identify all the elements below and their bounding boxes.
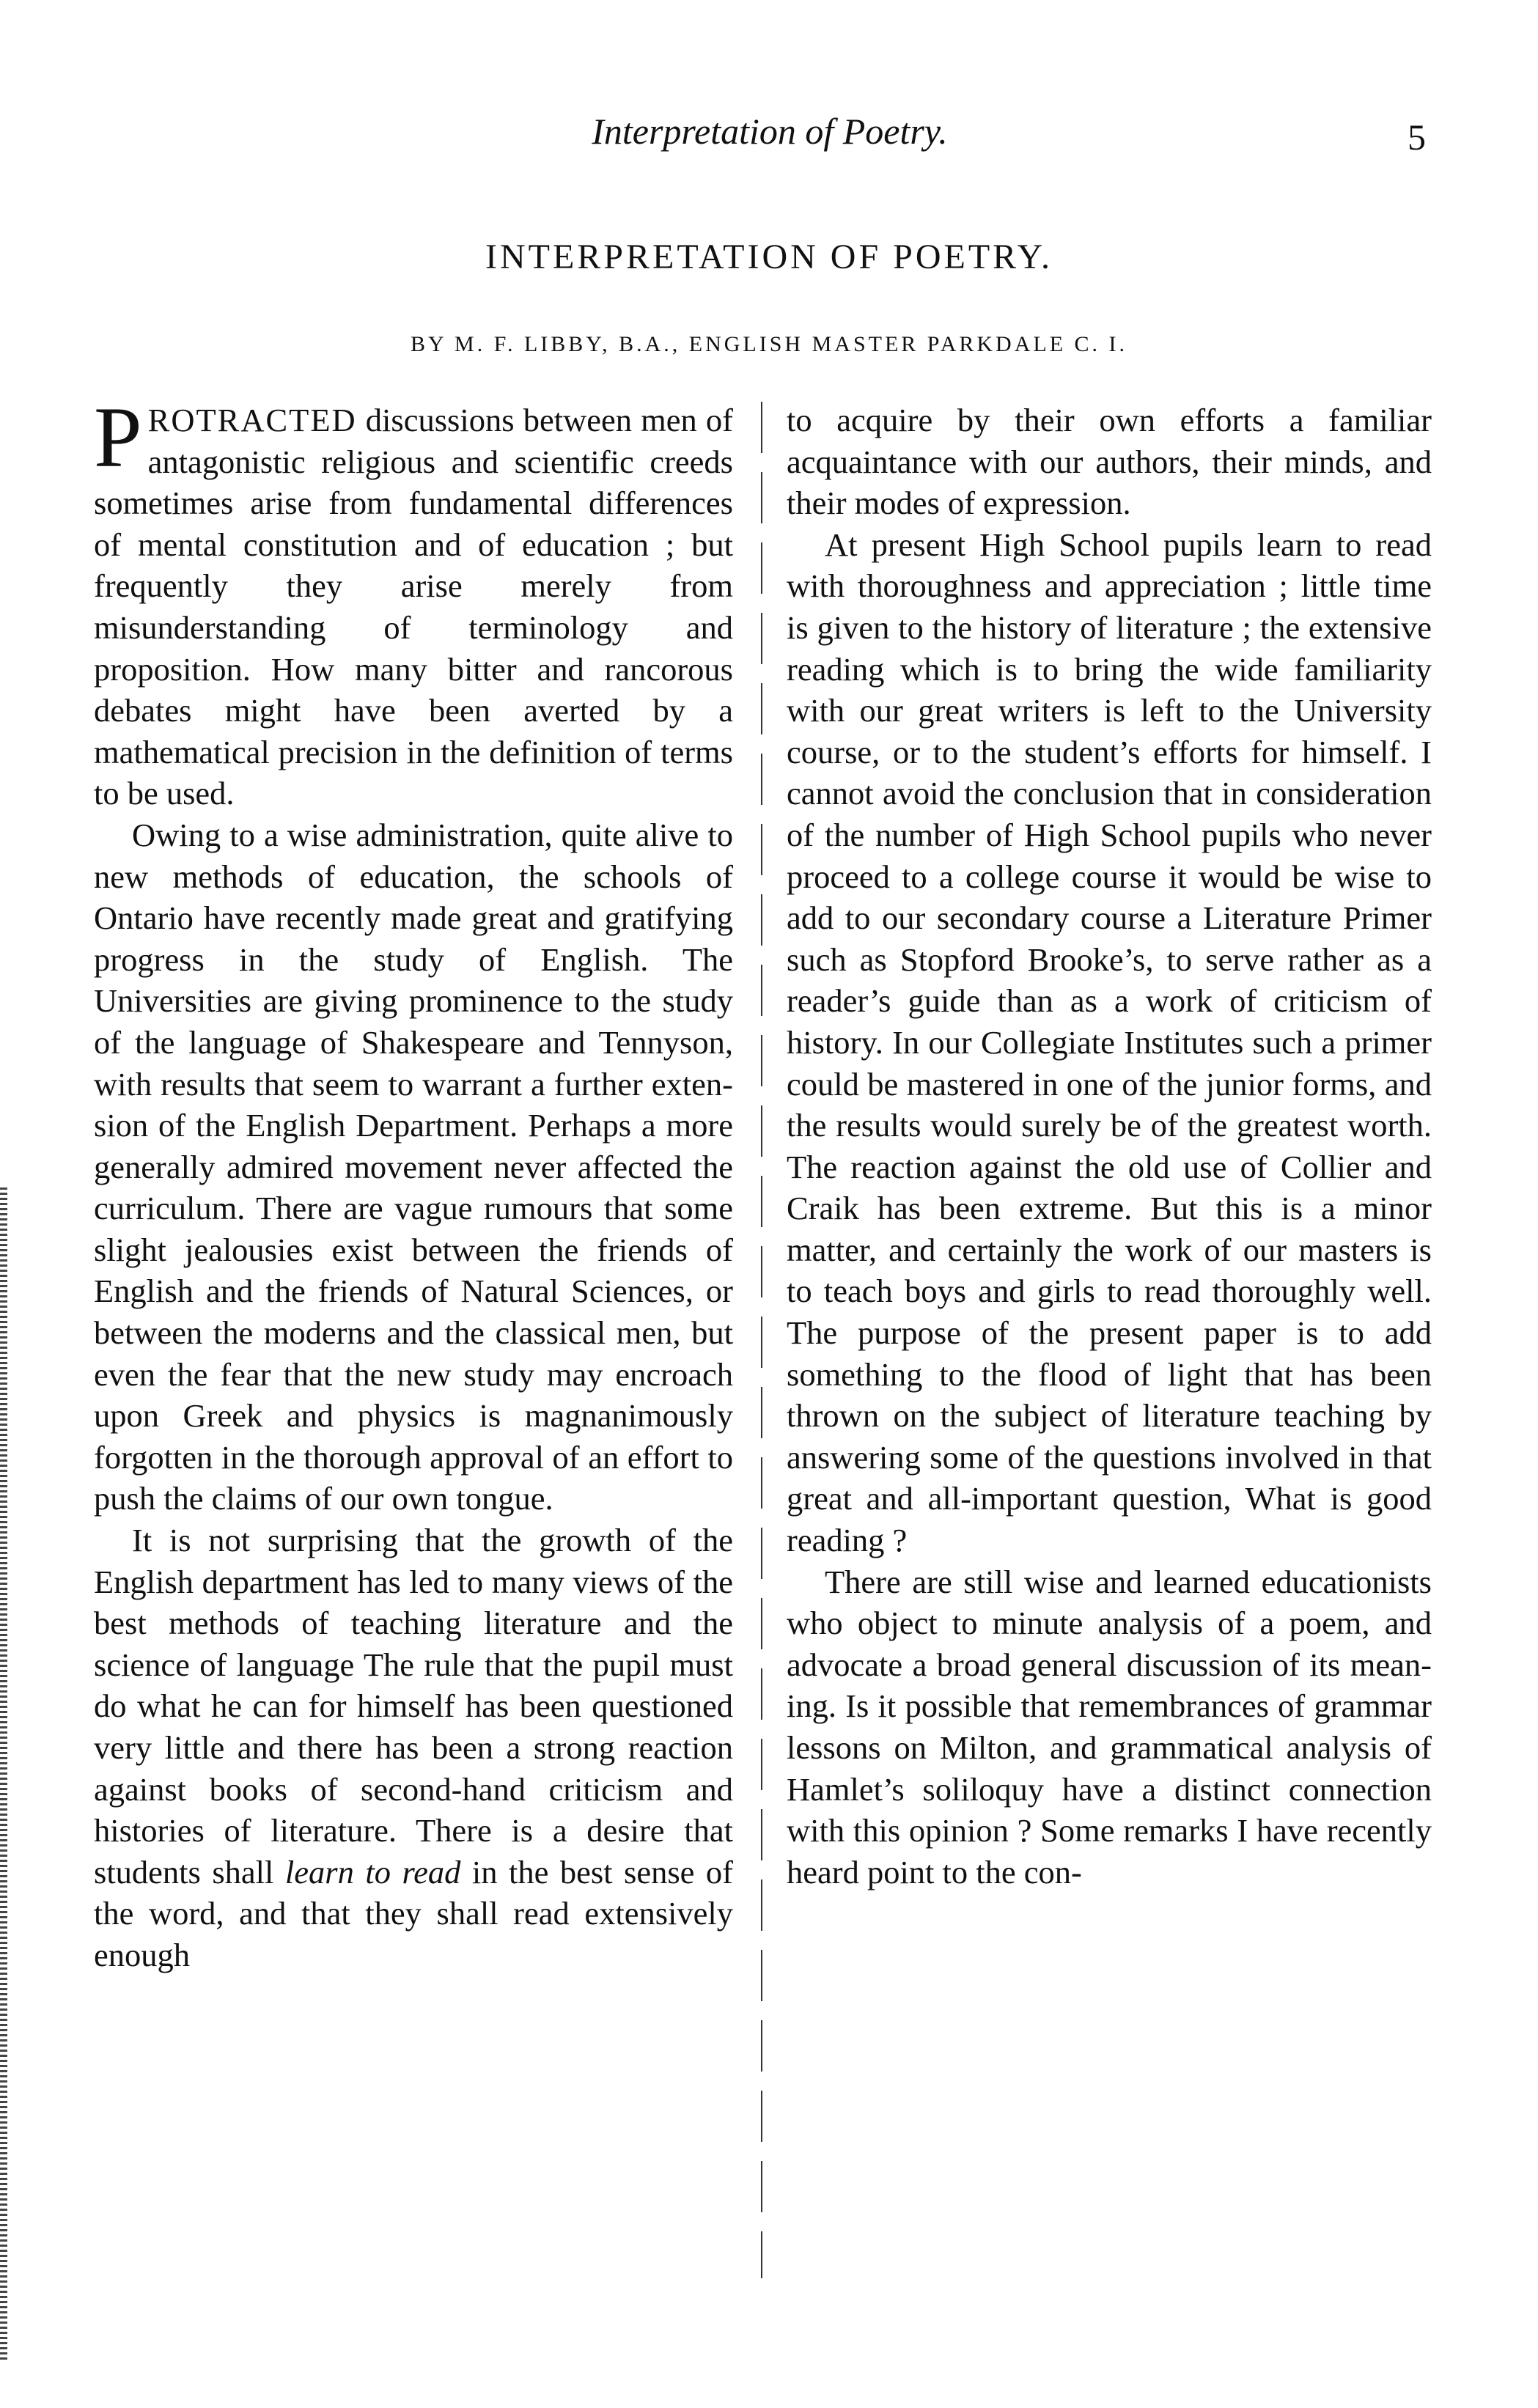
paragraph: Owing to a wise administration, quite alive to new methods of education, the schools of Ontario have recently made great and gratifying progress in the study of English. The Universities are giving prominence to the study of the language of Shakespeare and Tennyson, with results that seem to warrant a further extension of the English Department. Perhaps a more generally admired movement never affected the curriculum. There are vague rumours that some slight jealousies exist between the friends of English and the friends of Natural Sciences, or between the moderns and the classical men, but even the fear that the new study may encroach upon Greek and physics is magnanimously forgotten in the thorough approval of an effort to push the claims of our own tongue. bbox=[94, 816, 733, 1517]
article-byline: BY M. F. LIBBY, B.A., ENGLISH MASTER PARKDALE C. I. bbox=[410, 332, 1128, 356]
paragraph-text: in the best sense of the word, and that they shall read extensively enough bbox=[94, 1853, 733, 1973]
column-divider bbox=[761, 402, 762, 2278]
left-column bbox=[94, 389, 733, 1976]
drop-cap: P bbox=[94, 389, 142, 485]
paragraph-text: discussions between men of antagonistic religious and scientific creeds sometimes arise from fundamental differences of mental constitution and of education ; but frequently they arise merely from misunderstanding of terminology and proposition. How many bitter and rancorous debates might have been averted by a mathematical precision in the definition of terms to be used. bbox=[94, 402, 733, 812]
paragraph-lead-in: ROTRACTED bbox=[147, 402, 357, 438]
page-edge-shadow bbox=[0, 1188, 7, 2360]
paragraph bbox=[94, 1520, 733, 1976]
running-title: Interpretation of Poetry. bbox=[592, 111, 948, 152]
paragraph: There are still wise and learned educationists who object to minute analysis of a poem, and advocate a broad general discussion of its meaning. Is it possible that remembrances of grammar lessons on Milton, and grammatical analysis of Hamlet’s soliloquy have a distinct connection with this opinion ? Some remarks I have recently heard point to the con- bbox=[787, 1563, 1432, 1890]
article-title: INTERPRETATION OF POETRY. bbox=[485, 238, 1053, 276]
paragraph: to acquire by their own efforts a familiar acquaintance with our authors, their minds, and their modes of expression. bbox=[787, 402, 1432, 522]
running-header bbox=[0, 110, 1538, 161]
emphasis-text: learn to read bbox=[284, 1853, 461, 1890]
page-number: 5 bbox=[1408, 117, 1426, 158]
paragraph-text: It is not surprising that the growth of the English department has led to many views of the best methods of teaching literature and the science of language The rule that the pupil must do what he can for himself has been questioned very little and there has been a strong reaction against books of second-hand criticism and histories of literature. There is a desire that students shall bbox=[94, 1522, 733, 1890]
right-column bbox=[787, 400, 1432, 1893]
paragraph: At present High School pupils learn to read with thoroughness and appreciation ; little time is given to the history of literature ; the extensive reading which is to bring the wide familiarity with our great writers is left to the University course, or to the student’s efforts for himself. I cannot avoid the conclusion that in consideration of the number of High School pupils who never proceed to a college course it would be wise to add to our secondary course a Literature Primer such as Stopford Brooke’s, to serve rather as a reader’s guide than as a work of criticism of history. In our Collegiate Institutes such a primer could be mastered in one of the junior forms, and the results would surely be of the greatest worth. The reaction against the old use of Collier and Craik has been extreme. But this is a minor matter, and certainly the work of our masters is to teach boys and girls to read thoroughly well. The purpose of the present paper is to add something to the flood of light that has been thrown on the subject of literature teaching by answering some of the questions involved in that great and all-important question, What is good reading ? bbox=[787, 526, 1432, 1559]
paragraph bbox=[94, 389, 733, 814]
